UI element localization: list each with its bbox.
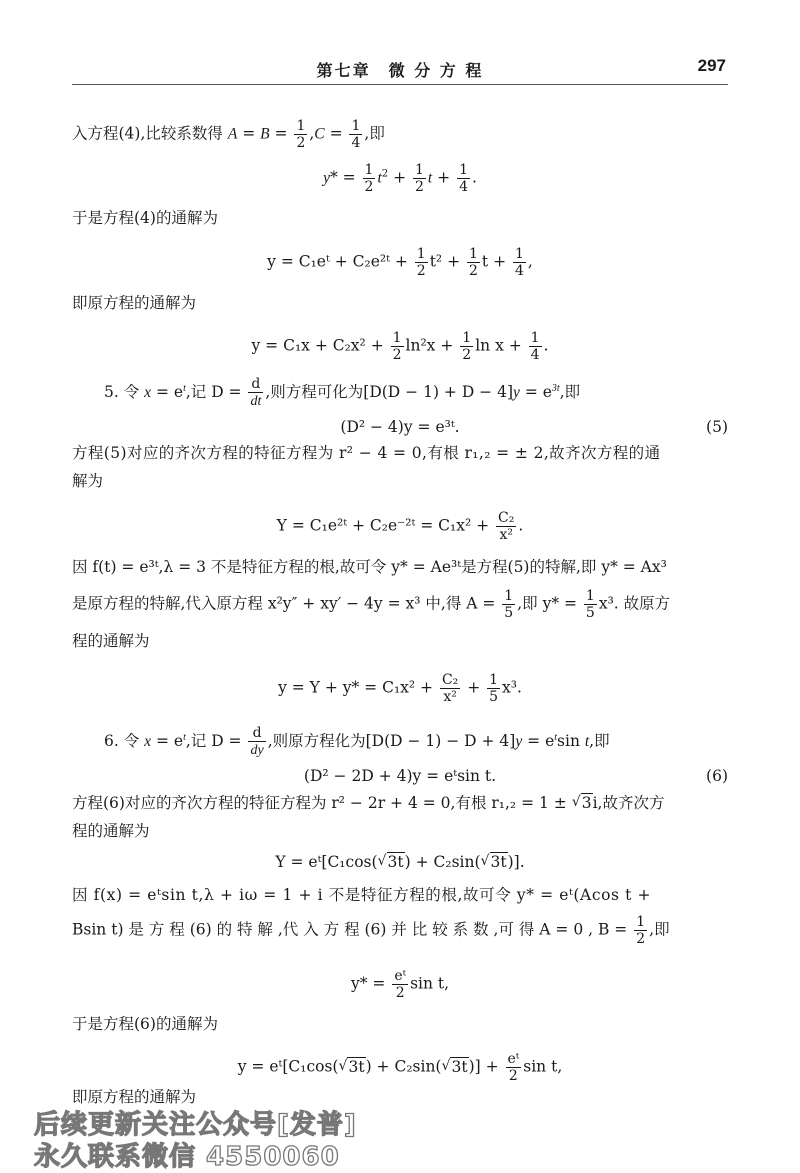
text-line-11: 方程(6)对应的齐次方程的特征方程为 r² − 2r + 4 = 0,有根 r₁,₂ = 1 ± √ 3i,故齐次方 <box>72 792 664 814</box>
text-line-8: 是原方程的特解,代入原方程 x²y″ + xy′ − 4y = x³ 中,得 A = $\frac{1}{5}$ ,即 y* = $\frac{1}{5}$ x³. 故原方 <box>72 588 671 622</box>
item-6-line: 6. 令 $x = e^t$,记 D = $\frac{d}{dy}$ ,则原方程化为$[D(D - 1) - D + 4]y = e^t\sin$ t,即 <box>104 725 610 759</box>
watermark-line-2: 永久联系微信 4550060 <box>34 1142 340 1172</box>
equation-5: (D² − 4)y = e³ᵗ. <box>340 418 460 436</box>
text-line-12: 程的通解为 <box>72 822 150 840</box>
text-line-5: 方程(5)对应的齐次方程的特征方程为 r² − 4 = 0,有根 r₁,₂ = ± 2,故齐次方程的通 <box>72 444 661 462</box>
fraction-one-half: $\frac{1}{2}$ <box>296 118 306 152</box>
fraction-one-quarter: $\frac{1}{4}$ <box>351 118 361 152</box>
equation-original-general-1: y = C₁x + C₂x² + $\frac{1}{2}$ ln²x + $\frac{1}{2}$ ln x + $\frac{1}{4}$ . <box>251 330 549 364</box>
text-line-1: 入方程(4),比较系数得 A = B = $\frac{1}{2}$ ,C = $\frac{1}{4}$ ,即 <box>72 118 385 152</box>
text-line-13: 因 f(x) = eᵗsin t,λ + iω = 1 + i 不是特征方程的根,故可令 y* = eᵗ(Acos t + <box>72 886 652 904</box>
equation-particular-1: y* = $\frac{1}{2}$ $t^2$ + $\frac{1}{2}$ t + $\frac{1}{4}$ . <box>323 162 477 196</box>
text-line-9: 程的通解为 <box>72 632 150 650</box>
equation-original-general-2: y = Y + y* = C₁x² + $\frac{\text{C₂}}{\text{x²}}$ + $\frac{1}{5}$ x³. <box>278 672 522 706</box>
text-line-7: 因 f(t) = e³ᵗ,λ = 3 不是特征方程的根,故可令 y* = Ae³ᵗ是方程(5)的特解,即 y* = Ax³ <box>72 558 667 576</box>
equation-6: (D² − 2D + 4)y = eᵗsin t. <box>303 767 497 785</box>
text-line-15: 于是方程(6)的通解为 <box>72 1015 218 1033</box>
equation-number-6: (6) <box>706 767 728 785</box>
equation-number-5: (5) <box>706 418 728 436</box>
text-line-14: Bsin t) 是 方 程 (6) 的 特 解 ,代 入 方 程 (6) 并 比 较 系 数 ,可 得 A = 0 , B = $\frac{1}{2}$ ,即 <box>72 914 670 948</box>
equation-general-solution-4: y = C₁eᵗ + C₂e²ᵗ + $\frac{1}{2}$ t² + $\frac{1}{2}$ t + $\frac{1}{4}$ , <box>267 246 533 280</box>
chapter-title: 第七章 微 分 方 程 <box>316 61 484 80</box>
text-line-2: 于是方程(4)的通解为 <box>72 209 218 227</box>
page-number: 297 <box>697 56 726 75</box>
text-line-6: 解为 <box>72 472 104 490</box>
page-header <box>72 54 728 85</box>
text-line-16: 即原方程的通解为 <box>72 1088 197 1106</box>
equation-general-solution-6: y = eᵗ[C₁cos(√ 3t) + C₂sin(√ 3t)] + $\frac{\text{eᵗ}}{2}$ sin t, <box>72 1051 728 1084</box>
equation-homogeneous-5: Y = C₁e²ᵗ + C₂e⁻²ᵗ = C₁x² + $\frac{\text{C₂}}{\text{x²}}$ . <box>276 510 524 544</box>
text-line-3: 即原方程的通解为 <box>72 294 197 312</box>
equation-homogeneous-6: Y = eᵗ[C₁cos(√ 3t) + C₂sin(√ 3t)]. <box>72 851 728 873</box>
equation-particular-6: y* = $\frac{\text{eᵗ}}{2}$ sin t, <box>350 968 450 1002</box>
watermark-line-1: 后续更新关注公众号[发普] <box>34 1110 357 1140</box>
item-5-line: 5. 令 $x = e^t$,记 D = $\frac{d}{dt}$ ,则方程可化为$[D(D - 1) + D - 4]y = e^{3t}$,即 <box>104 376 581 410</box>
